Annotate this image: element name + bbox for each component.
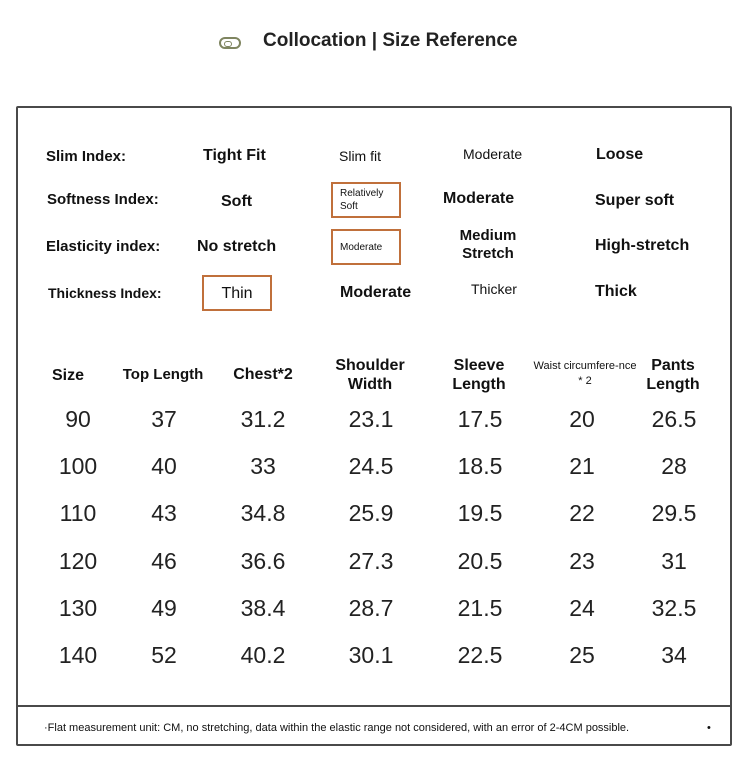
cell-size: 140 (58, 642, 98, 668)
cell-waist: 25 (569, 642, 595, 668)
cell-shoulder-width: 30.1 (348, 642, 394, 668)
cell-waist: 23 (569, 548, 595, 574)
cell-sleeve-length: 20.5 (457, 548, 503, 574)
header-top-length: Top Length (122, 366, 204, 383)
cell-waist: 21 (569, 453, 595, 479)
cell-size: 130 (58, 595, 98, 621)
thickness-index-label: Thickness Index: (48, 285, 162, 301)
header-waist-circumference: Waist circumfere-nce * 2 (533, 360, 637, 387)
page-title: Collocation | Size Reference (263, 30, 518, 51)
cell-waist: 22 (569, 500, 595, 526)
softness-option-super-soft: Super soft (595, 192, 675, 209)
thickness-option-thicker: Thicker (471, 281, 517, 297)
cell-sleeve-length: 21.5 (457, 595, 503, 621)
cell-chest: 38.4 (240, 595, 286, 621)
cell-shoulder-width: 27.3 (348, 548, 394, 574)
header-size: Size (51, 367, 84, 384)
elasticity-option-moderate-text: Moderate (340, 241, 383, 253)
slim-index-label: Slim Index: (46, 148, 127, 165)
cell-top-length: 37 (151, 406, 177, 432)
cell-waist: 24 (569, 595, 595, 621)
cell-sleeve-length: 18.5 (457, 453, 503, 479)
slim-option-moderate: Moderate (463, 146, 523, 162)
measurement-note: ·Flat measurement unit: CM, no stretching, data within the elastic range not considered, with an error of 2-4CM possible. (44, 722, 630, 734)
softness-option-soft: Soft (221, 193, 253, 210)
cell-size: 110 (59, 500, 97, 526)
softness-option-moderate: Moderate (443, 190, 515, 207)
elasticity-option-high-stretch: High-stretch (595, 237, 690, 254)
cell-top-length: 40 (151, 453, 177, 479)
cell-top-length: 46 (151, 548, 177, 574)
softness-option-relatively-soft-text: Relatively Soft (340, 188, 384, 212)
slim-option-tight-fit: Tight Fit (203, 147, 266, 164)
cell-size: 100 (58, 453, 98, 479)
thickness-option-thin-text: Thin (221, 284, 253, 302)
page-header (0, 30, 750, 58)
cell-chest: 36.6 (240, 548, 286, 574)
cell-chest: 40.2 (240, 642, 286, 668)
softness-option-relatively-soft (331, 182, 401, 218)
cell-sleeve-length: 17.5 (457, 406, 503, 432)
elasticity-index-label: Elasticity index: (46, 238, 161, 255)
size-reference-panel (16, 106, 732, 746)
cell-pants-length: 34 (661, 642, 687, 668)
elasticity-option-no-stretch: No stretch (197, 238, 277, 255)
header-pants-length: Pants Length (646, 357, 700, 393)
softness-index-label: Softness Index: (47, 191, 159, 208)
cell-shoulder-width: 24.5 (348, 453, 394, 479)
slim-option-slim-fit: Slim fit (339, 148, 381, 164)
cell-shoulder-width: 25.9 (348, 500, 394, 526)
cell-size: 120 (58, 548, 98, 574)
thickness-option-moderate: Moderate (340, 284, 412, 301)
cell-pants-length: 32.5 (651, 595, 697, 621)
elasticity-option-moderate (331, 229, 401, 265)
cell-top-length: 49 (151, 595, 177, 621)
elasticity-option-medium-stretch: Medium Stretch (459, 227, 517, 262)
cell-chest: 34.8 (240, 500, 286, 526)
cell-pants-length: 26.5 (651, 406, 697, 432)
cell-sleeve-length: 22.5 (457, 642, 503, 668)
header-sleeve-length: Sleeve Length (452, 357, 506, 393)
footer-divider (18, 705, 730, 707)
cell-pants-length: 28 (661, 453, 687, 479)
toggle-icon (219, 37, 241, 49)
cell-chest: 31.2 (240, 406, 286, 432)
cell-top-length: 52 (151, 642, 177, 668)
header-chest: Chest*2 (233, 366, 293, 383)
cell-shoulder-width: 28.7 (348, 595, 394, 621)
cell-top-length: 43 (151, 500, 177, 526)
cell-pants-length: 29.5 (651, 500, 697, 526)
footer-dot: • (707, 722, 711, 734)
cell-shoulder-width: 23.1 (348, 406, 394, 432)
cell-pants-length: 31 (661, 548, 687, 574)
thickness-option-thin (202, 275, 272, 311)
thickness-option-thick: Thick (595, 283, 637, 300)
header-shoulder-width: Shoulder Width (335, 357, 405, 393)
slim-option-loose: Loose (596, 146, 644, 163)
cell-size: 90 (65, 406, 91, 432)
cell-sleeve-length: 19.5 (457, 500, 503, 526)
cell-waist: 20 (569, 406, 595, 432)
cell-chest: 33 (250, 453, 276, 479)
